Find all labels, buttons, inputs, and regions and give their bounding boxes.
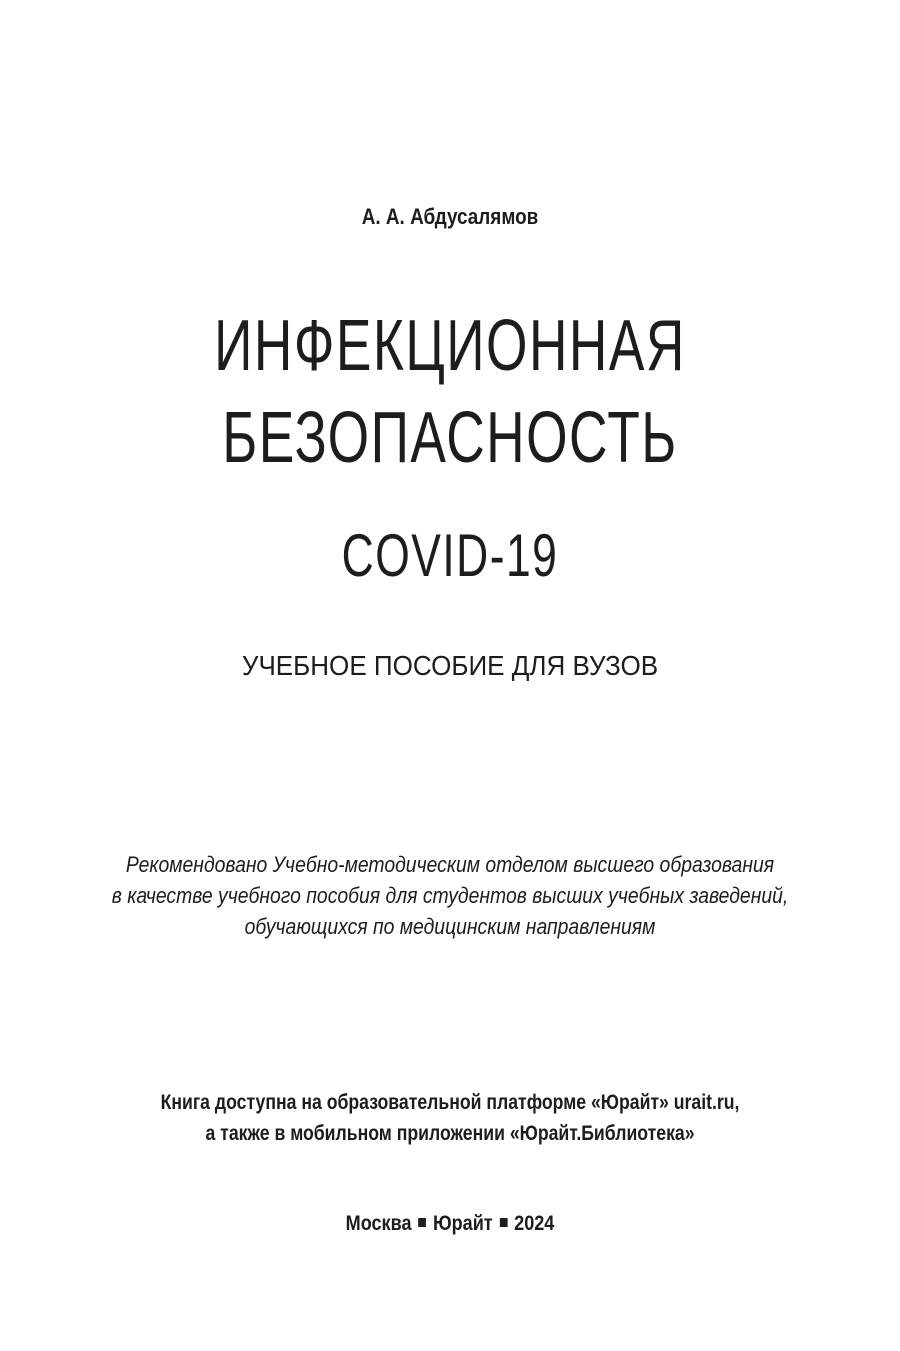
imprint <box>63 1212 837 1236</box>
recommendation-line-2: в качестве учебного пособия для студентов высших учебных заведений, <box>111 883 789 908</box>
square-bullet-icon <box>500 1218 508 1227</box>
author-name: А. А. Абдусалямов <box>361 204 539 229</box>
imprint-publisher: Юрайт <box>433 1212 493 1235</box>
book-title-line-2: БЕЗОПАСНОСТЬ <box>222 398 678 478</box>
availability-line-1: Книга доступна на образовательной платформе «Юрайт» urait.ru, <box>160 1091 740 1114</box>
imprint-year: 2024 <box>514 1212 555 1235</box>
recommendation-line-3: обучающихся по медицинским направлениям <box>244 914 656 939</box>
availability-line-2: а также в мобильном приложении «Юрайт.Библиотека» <box>205 1122 695 1145</box>
square-bullet-icon <box>418 1218 426 1227</box>
imprint-city: Москва <box>345 1212 412 1235</box>
book-subtitle: COVID-19 <box>341 522 559 589</box>
recommendation-line-1: Рекомендовано Учебно-методическим отделом высшего образования <box>125 852 775 877</box>
book-title-line-1: ИНФЕКЦИОННАЯ <box>214 306 686 386</box>
publication-type: УЧЕБНОЕ ПОСОБИЕ ДЛЯ ВУЗОВ <box>241 650 659 681</box>
